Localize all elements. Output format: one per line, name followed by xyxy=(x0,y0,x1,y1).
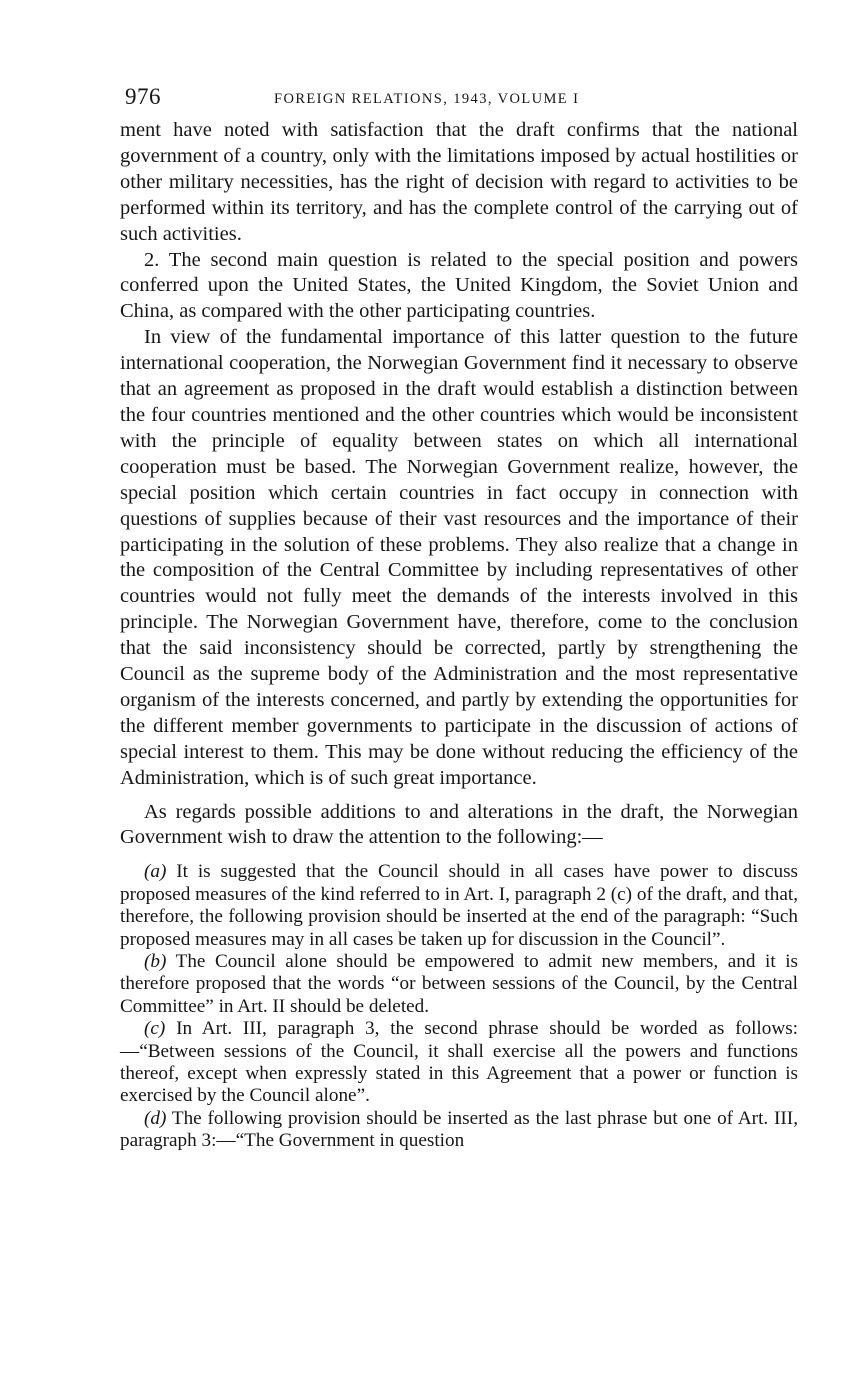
suggestion-label: (c) xyxy=(144,1018,166,1040)
suggestion-label: (b) xyxy=(144,951,167,972)
page-number: 976 xyxy=(125,84,161,109)
suggestion-text: In Art. III, paragraph 3, the second phrase should be worded as follows:—“Between sessions of the Council, it shall exercise all the powers and functions thereof, except when expressly stated in this Agreement that a power or function is exercised by the Council alone”. xyxy=(120,1018,798,1107)
suggestion-item xyxy=(120,861,798,951)
suggestion-text: The Council alone should be empowered to admit new members, and it is therefore proposed that the words “or between sessions of the Council, by the Central Committee” in Art. II should be deleted. xyxy=(120,951,799,1017)
body-text xyxy=(120,118,798,851)
running-head xyxy=(120,84,798,112)
suggestion-item xyxy=(120,951,798,1018)
suggestions-list xyxy=(120,861,798,1152)
suggestion-item xyxy=(120,1018,798,1108)
paragraph-additions: As regards possible additions to and alterations in the draft, the Norwegian Government wish to draw the attention to the following:— xyxy=(120,800,798,849)
suggestion-item xyxy=(120,1108,798,1153)
paragraph-equality-principle: In view of the fundamental importance of this latter question to the future international cooperation, the Norwegian Government find it necessary to observe that an agreement as proposed in the draft would establish a distinction between the four countries mentioned and the other countries which would be inconsistent with the principle of equality between states on which all international cooperation must be based. The Norwegian Government realize, however, the special position which certain countries in fact occupy in connection with questions of supplies because of their vast resources and the importance of their participating in the solution of these problems. They also realize that a change in the composition of the Central Committee by including representatives of other countries would not fully meet the demands of the interests involved in this principle. The Norwegian Government have, therefore, come to the conclusion that the said inconsistency should be corrected, partly by strengthening the Council as the supreme body of the Administration and the most representative organism of the interests concerned, and partly by extending the opportunities for the different member governments to participate in the discussion of actions of special interest to them. This may be done without reducing the efficiency of the Administration, which is of such great importance. xyxy=(120,326,798,789)
suggestion-text: It is suggested that the Council should in all cases have power to discuss proposed measures of the kind referred to in Art. I, paragraph 2 (c) of the draft, and that, therefore, the following provision should be inserted at the end of the paragraph: “Such proposed measures may in all cases be taken up for discussion in the Council”. xyxy=(120,861,799,950)
suggestion-label: (a) xyxy=(144,861,167,883)
document-page xyxy=(120,84,798,1153)
paragraph-continuation: ment have noted with satisfaction that the draft confirms that the national government of a country, only with the limitations imposed by actual hostilities or other military necessities, has the right of decision with regard to activities to be performed within its territory, and has the complete control of the carrying out of such activities. xyxy=(120,119,798,245)
paragraph-second-question: 2. The second main question is related to the special position and powers conferred upon the United States, the United Kingdom, the Soviet Union and China, as compared with the other participating countries. xyxy=(120,248,798,323)
running-title: FOREIGN RELATIONS, 1943, VOLUME I xyxy=(274,91,580,107)
suggestion-text: The following provision should be inserted as the last phrase but one of Art. III, paragraph 3:—“The Government in question xyxy=(120,1107,798,1152)
suggestion-label: (d) xyxy=(144,1107,167,1129)
